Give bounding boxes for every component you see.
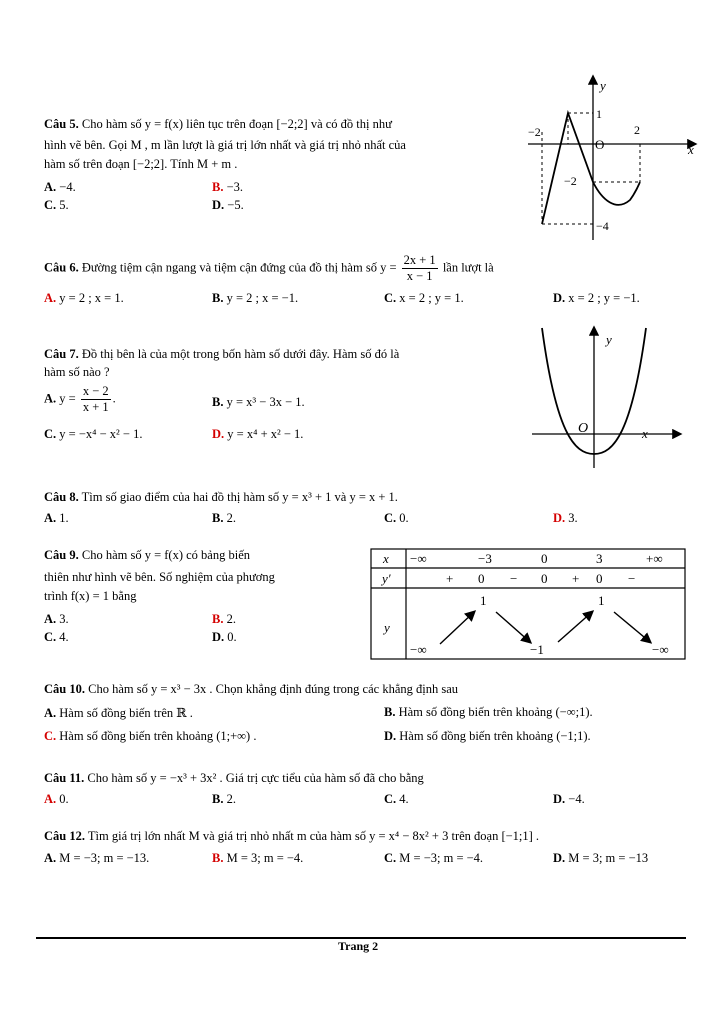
q6-option-c[interactable]	[384, 291, 464, 306]
q12-label: Câu 12.	[44, 829, 85, 843]
q5-tick-neg2y: −2	[564, 174, 577, 188]
q9-option-d[interactable]	[212, 630, 237, 645]
q11-option-d-text: −4.	[568, 792, 585, 806]
q6-fraction	[402, 253, 438, 284]
q5-option-a[interactable]	[44, 180, 76, 195]
q5-tick-neg4: −4	[596, 219, 609, 233]
q9-x-val: −3	[478, 551, 492, 566]
q12-option-b[interactable]	[212, 851, 303, 866]
q7-x-label: x	[642, 426, 648, 441]
q11-option-d[interactable]	[553, 792, 585, 807]
q10-option-d-text: Hàm số đồng biến trên khoảng (−1;1).	[399, 729, 591, 743]
q9-sign: −	[628, 571, 636, 586]
q9-x-val: 0	[541, 551, 548, 566]
q8-option-a[interactable]	[44, 511, 69, 526]
q5-x-label: x	[688, 142, 694, 157]
q6-option-d-letter: D.	[553, 291, 566, 305]
q12-option-c-letter: C.	[384, 851, 397, 865]
q9-option-a[interactable]	[44, 612, 69, 627]
q12-option-a[interactable]	[44, 851, 149, 866]
q9-y-top: 1	[480, 593, 487, 608]
q5-text-line2: hình vẽ bên. Gọi M , m lần lượt là giá trị lớn nhất và giá trị nhỏ nhất của	[44, 138, 406, 152]
q7-option-c[interactable]	[44, 427, 142, 442]
q10-option-a-letter: A.	[44, 706, 57, 720]
q7-y-label: y	[606, 332, 612, 347]
q11-option-a-letter: A.	[44, 792, 57, 806]
q9-option-a-text: 3.	[59, 612, 69, 626]
q6-num: 2x + 1	[403, 253, 436, 267]
q8-option-a-text: 1.	[59, 511, 69, 525]
q7-option-b-text: y = x³ − 3x − 1.	[226, 395, 305, 409]
q5-curve	[542, 113, 640, 224]
q7-option-b-letter: B.	[212, 395, 224, 409]
q9-sign: +	[572, 571, 580, 586]
q5-option-b-letter: B.	[212, 180, 224, 194]
q9-arrow-up	[440, 612, 474, 644]
q10-option-c-letter: C.	[44, 729, 57, 743]
q8-option-b-letter: B.	[212, 511, 224, 525]
q6-text-before: Đường tiệm cận ngang và tiệm cận đứng của đồ thị hàm số y =	[81, 260, 397, 275]
q7-text-line1: Đồ thị bên là của một trong bốn hàm số dưới đây. Hàm số đó là	[81, 347, 400, 361]
q12-option-a-letter: A.	[44, 851, 57, 865]
q5-y-label: y	[600, 78, 606, 93]
q5-tick-2: 2	[634, 123, 640, 137]
q10-option-b-text: Hàm số đồng biến trên khoảng (−∞;1).	[398, 705, 593, 719]
q9-sign: 0	[596, 571, 603, 586]
q9-y-bottom: −∞	[652, 642, 669, 657]
q6-option-a-text: y = 2 ; x = 1.	[59, 291, 124, 305]
q7-option-a-den: x + 1	[82, 400, 109, 414]
q7-option-d[interactable]	[212, 427, 303, 442]
q9-arrow-down	[496, 612, 530, 642]
q6-option-b-text: y = 2 ; x = −1.	[226, 291, 299, 305]
q9-option-b[interactable]	[212, 612, 236, 627]
q7-option-d-letter: D.	[212, 427, 225, 441]
q5-line1	[44, 117, 392, 132]
q6-text-after: lần lượt là	[442, 260, 494, 275]
q10-question	[44, 682, 458, 697]
q5-tick-neg2x: −2	[528, 125, 541, 139]
q7-option-a-letter: A.	[44, 391, 57, 406]
q11-option-c[interactable]	[384, 792, 409, 807]
q11-question	[44, 771, 424, 786]
q8-option-c-text: 0.	[399, 511, 409, 525]
q11-option-b[interactable]	[212, 792, 236, 807]
q8-question	[44, 490, 398, 505]
q9-variation-table	[370, 548, 686, 660]
q9-sign: 0	[478, 571, 485, 586]
q12-option-a-text: M = −3; m = −13.	[59, 851, 150, 865]
q9-arrow-down	[614, 612, 650, 642]
q8-label: Câu 8.	[44, 490, 79, 504]
q6-question	[44, 253, 494, 284]
q11-option-d-letter: D.	[553, 792, 566, 806]
q9-option-b-letter: B.	[212, 612, 224, 626]
q8-option-d-text: 3.	[568, 511, 578, 525]
q8-option-b[interactable]	[212, 511, 236, 526]
q12-option-c-text: M = −3; m = −4.	[399, 851, 484, 865]
q12-option-d-text: M = 3; m = −13	[568, 851, 649, 865]
q10-option-d[interactable]	[384, 729, 591, 744]
q9-sign: 0	[541, 571, 548, 586]
q7-label: Câu 7.	[44, 347, 79, 361]
q9-x-val: −∞	[410, 551, 427, 566]
q9-head-x: x	[383, 551, 389, 566]
q5-text-line3: hàm số trên đoạn [−2;2]. Tính M + m .	[44, 157, 238, 171]
q7-option-a-num: x − 2	[82, 384, 109, 398]
q8-option-d[interactable]	[553, 511, 578, 526]
q5-text-line1: Cho hàm số y = f(x) liên tục trên đoạn [−2;2] và có đồ thị như	[81, 117, 392, 131]
q11-option-a[interactable]	[44, 792, 69, 807]
q5-option-b-text: −3.	[226, 180, 244, 194]
page-number: Trang 2	[338, 939, 379, 953]
q9-option-a-letter: A.	[44, 612, 57, 626]
q12-option-b-letter: B.	[212, 851, 224, 865]
q9-option-d-letter: D.	[212, 630, 225, 644]
q9-head-y: y	[384, 620, 390, 635]
q8-option-b-text: 2.	[226, 511, 236, 525]
q9-head-yprime: y′	[382, 571, 391, 586]
q7-graph	[530, 322, 690, 470]
q9-x-val: 3	[596, 551, 603, 566]
q7-option-a-prefix: y =	[59, 391, 76, 406]
q11-option-b-letter: B.	[212, 792, 224, 806]
q5-option-b[interactable]	[212, 180, 243, 195]
q5-option-c[interactable]	[44, 198, 69, 213]
q7-text-line2: hàm số nào ?	[44, 365, 110, 379]
q10-label: Câu 10.	[44, 682, 85, 696]
q12-question	[44, 829, 539, 844]
q6-option-d[interactable]	[553, 291, 640, 306]
q10-option-c-text: Hàm số đồng biến trên khoảng (1;+∞) .	[59, 729, 257, 743]
q8-option-a-letter: A.	[44, 511, 57, 525]
q6-option-b[interactable]	[212, 291, 298, 306]
q9-label: Câu 9.	[44, 548, 79, 562]
q9-option-b-text: 2.	[226, 612, 236, 626]
q9-y-bottom: −∞	[410, 642, 427, 657]
q10-option-b[interactable]	[384, 705, 593, 720]
q9-option-c[interactable]	[44, 630, 69, 645]
q7-option-a-fraction	[81, 384, 111, 415]
q7-origin-label: O	[578, 421, 589, 436]
q10-text: Cho hàm số y = x³ − 3x . Chọn khẳng định đúng trong các khẳng định sau	[88, 682, 459, 696]
q12-option-b-text: M = 3; m = −4.	[226, 851, 304, 865]
q11-option-a-text: 0.	[59, 792, 69, 806]
q7-line1	[44, 347, 399, 362]
q9-line1	[44, 548, 250, 563]
q9-text-line3: trình f(x) = 1 bằng	[44, 589, 137, 603]
q12-option-d[interactable]	[553, 851, 648, 866]
q5-graph	[520, 72, 710, 242]
q6-label: Câu 6.	[44, 260, 79, 275]
q7-option-d-text: y = x⁴ + x² − 1.	[227, 427, 304, 441]
q8-text: Tìm số giao điểm của hai đồ thị hàm số y = x³ + 1 và y = x + 1.	[81, 490, 398, 504]
q11-option-b-text: 2.	[226, 792, 236, 806]
q12-option-c[interactable]	[384, 851, 483, 866]
q10-option-c[interactable]	[44, 729, 256, 744]
q5-label: Câu 5.	[44, 117, 79, 131]
q9-option-d-text: 0.	[227, 630, 237, 644]
q5-option-d-letter: D.	[212, 198, 225, 212]
q5-option-a-letter: A.	[44, 180, 57, 194]
q9-option-c-text: 4.	[59, 630, 69, 644]
q6-option-a-letter: A.	[44, 291, 57, 305]
q10-option-b-letter: B.	[384, 705, 396, 719]
q6-option-c-letter: C.	[384, 291, 397, 305]
q6-option-b-letter: B.	[212, 291, 224, 305]
q9-y-top: 1	[598, 593, 605, 608]
q7-option-a[interactable]: A. y = $\frac{x - 2}{x + 1}$ .	[44, 384, 116, 414]
q11-text: Cho hàm số y = −x³ + 3x² . Giá trị cực tiểu của hàm số đã cho bằng	[87, 771, 424, 785]
q12-text: Tìm giá trị lớn nhất M và giá trị nhỏ nhất m của hàm số y = x⁴ − 8x² + 3 trên đoạn [−1;1] .	[87, 829, 540, 843]
q9-sign: −	[510, 571, 518, 586]
q9-y-bottom: −1	[530, 642, 544, 657]
q12-option-d-letter: D.	[553, 851, 566, 865]
q11-option-c-text: 4.	[399, 792, 409, 806]
q6-option-d-text: x = 2 ; y = −1.	[568, 291, 640, 305]
q9-text-line1: Cho hàm số y = f(x) có bảng biến	[81, 548, 250, 562]
q5-origin-label: O	[595, 137, 605, 152]
q6-den: x − 1	[406, 269, 433, 283]
q11-label: Câu 11.	[44, 771, 85, 785]
q9-x-val: +∞	[646, 551, 663, 566]
q9-sign: +	[446, 571, 454, 586]
q8-option-c[interactable]	[384, 511, 409, 526]
q8-option-c-letter: C.	[384, 511, 397, 525]
q10-option-a[interactable]	[44, 705, 193, 721]
q5-option-d[interactable]	[212, 198, 244, 213]
q7-option-b[interactable]	[212, 395, 305, 410]
q7-option-c-letter: C.	[44, 427, 57, 441]
q10-option-d-letter: D.	[384, 729, 397, 743]
q9-arrow-up	[558, 612, 592, 642]
q5-tick-1: 1	[596, 107, 602, 121]
q8-option-d-letter: D.	[553, 511, 566, 525]
q9-option-c-letter: C.	[44, 630, 57, 644]
q6-option-a[interactable]	[44, 291, 124, 306]
q10-option-a-text: Hàm số đồng biến trên ℝ .	[59, 706, 193, 720]
q5-option-c-letter: C.	[44, 198, 57, 212]
q11-option-c-letter: C.	[384, 792, 397, 806]
q5-option-d-text: −5.	[227, 198, 244, 212]
q7-option-c-text: y = −x⁴ − x² − 1.	[59, 427, 143, 441]
q6-option-c-text: x = 2 ; y = 1.	[399, 291, 464, 305]
q5-option-c-text: 5.	[59, 198, 69, 212]
q9-text-line2: thiên như hình vẽ bên. Số nghiệm của phương	[44, 570, 275, 584]
q5-option-a-text: −4.	[59, 180, 76, 194]
